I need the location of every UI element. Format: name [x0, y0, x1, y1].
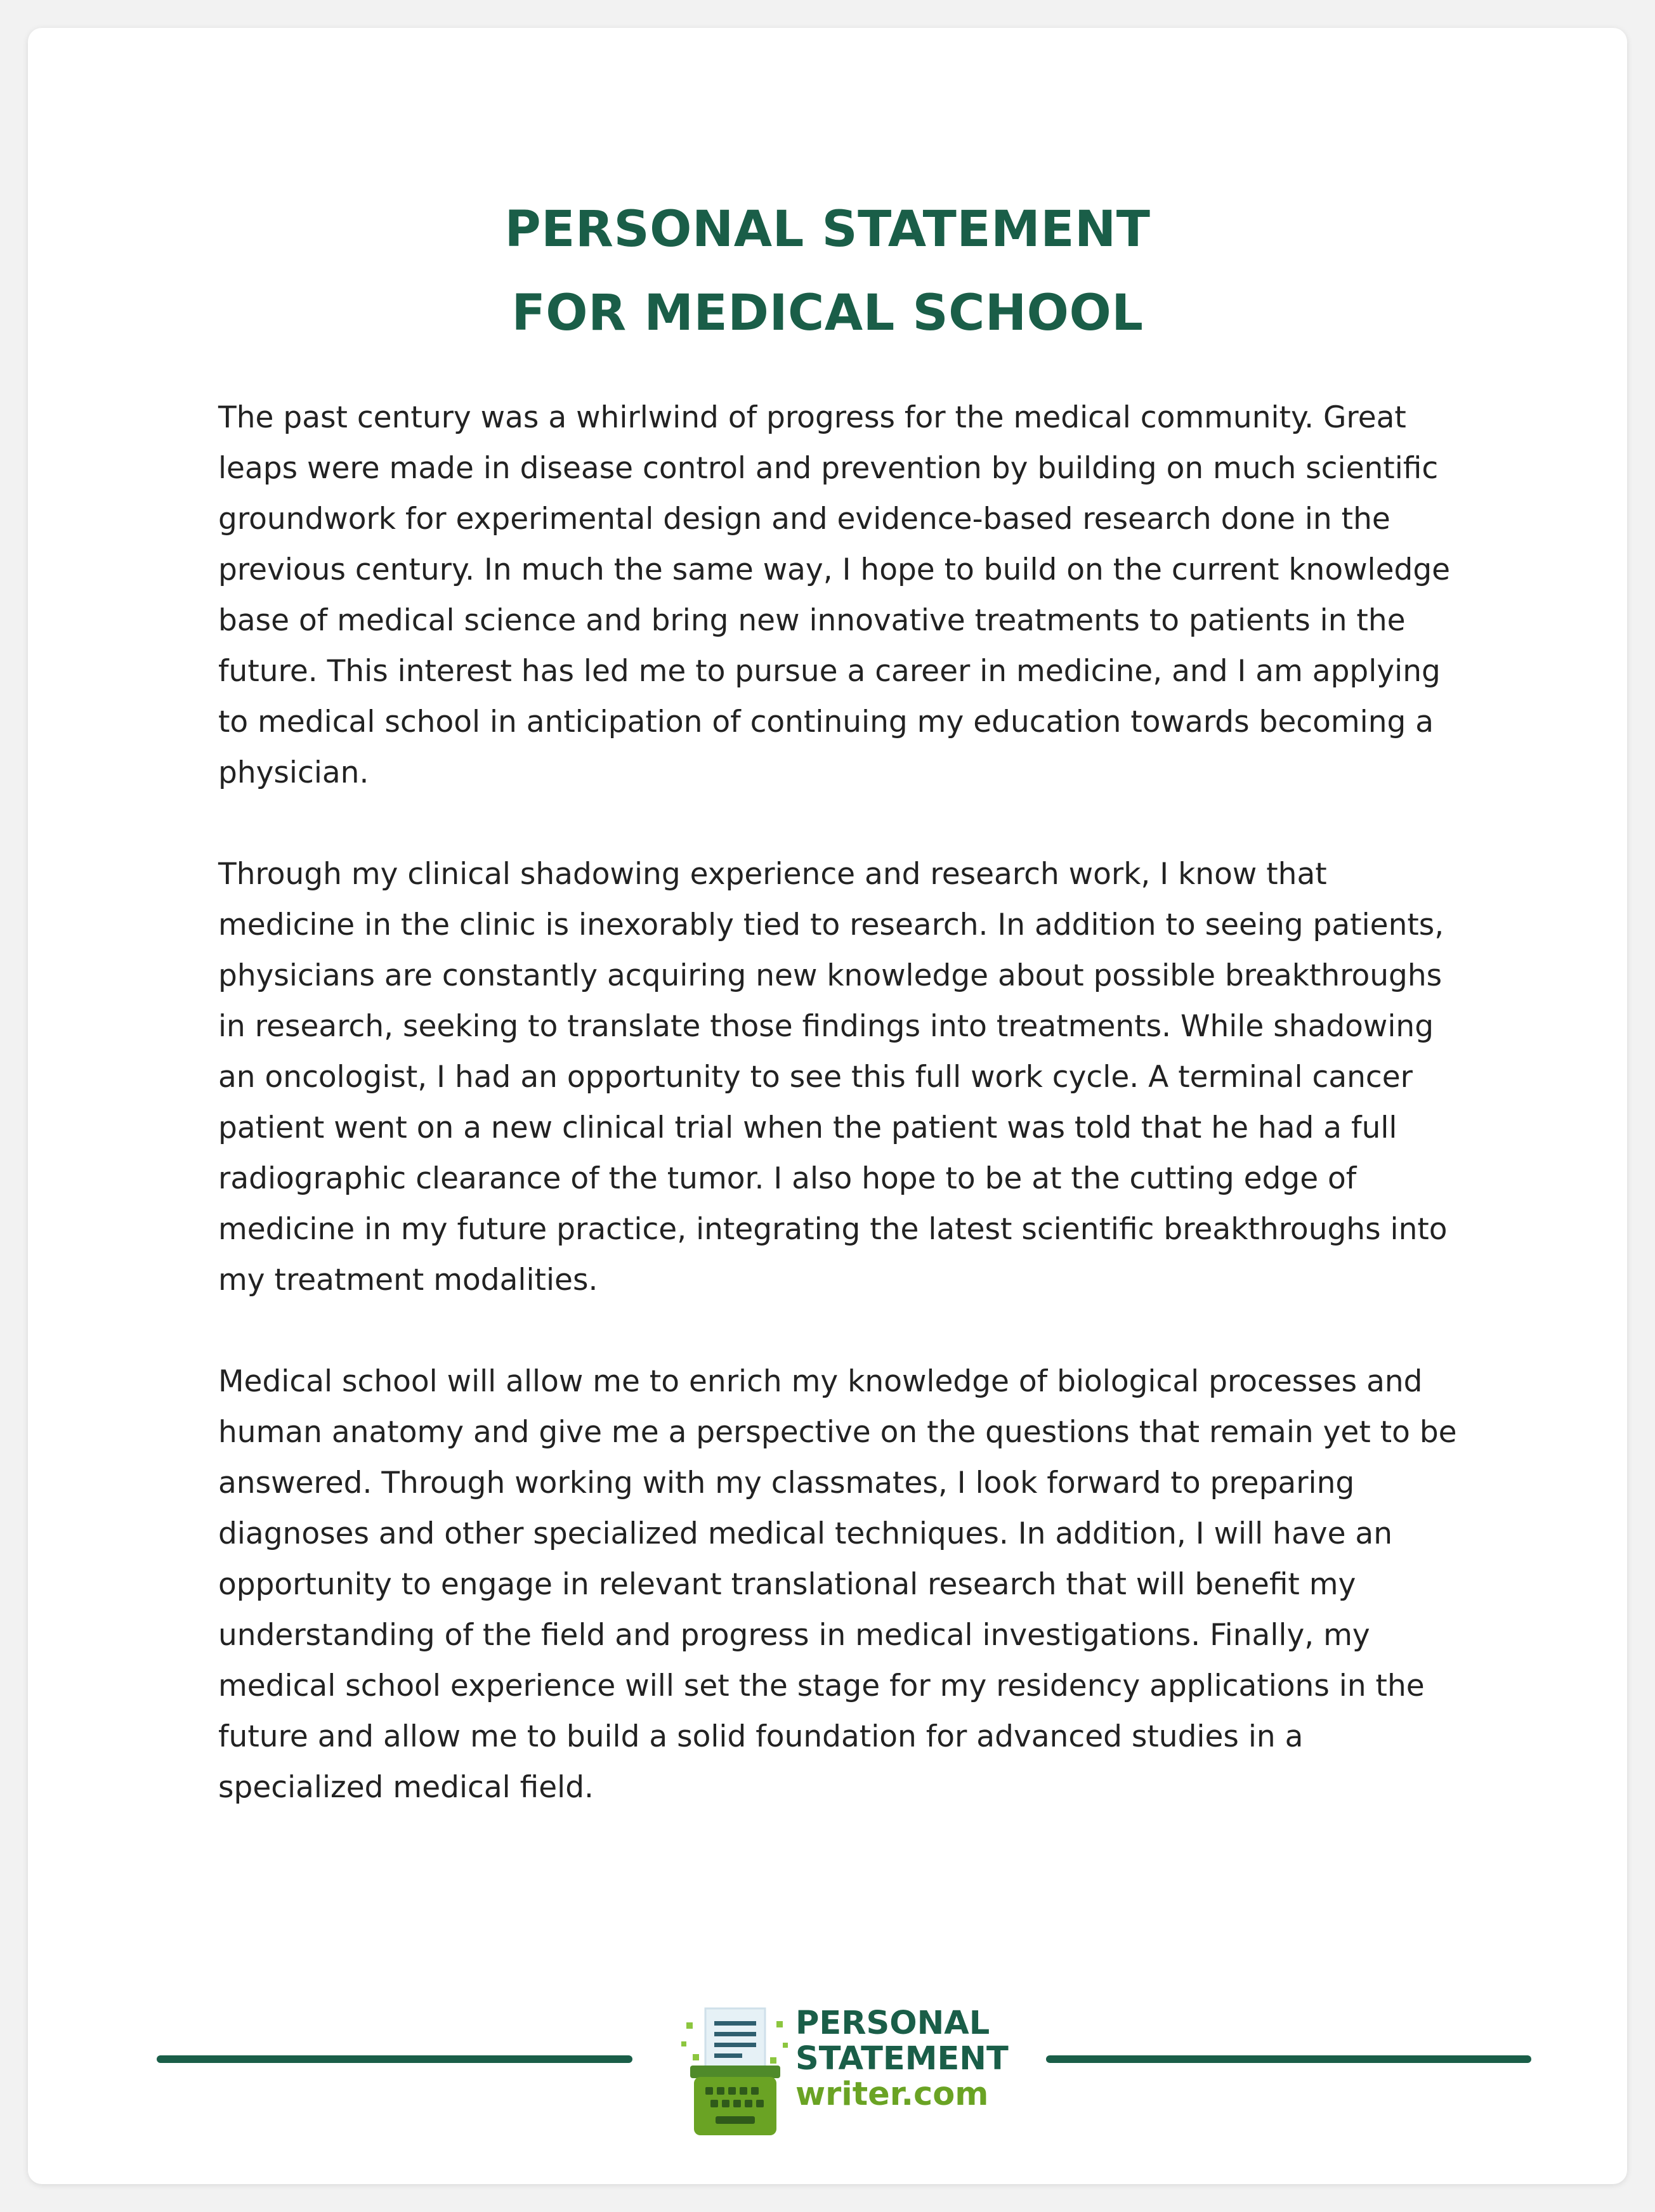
logo-wordmark — [795, 2006, 1009, 2112]
paragraph-2: Through my clinical shadowing experience and research work, I know that medicine in the clinic is inexorably tied to research. In addition to seeing patients, physicians are constantly acquiring new knowledge about possible breakthroughs in research, seeking to translate those findings into treatments. While shadowing an oncologist, I had an opportunity to see this full work cycle. A terminal cancer patient went on a new clinical trial when the patient was told that he had a full radiographic clearance of the tumor. I also hope to be at the cutting edge of medicine in my future practice, integrating the latest scientific breakthroughs into my treatment modalities. — [218, 857, 1448, 1298]
typewriter-icon — [681, 1997, 789, 2143]
title-line-2: FOR MEDICAL SCHOOL — [511, 285, 1144, 342]
logo-text-line-2: STATEMENT — [795, 2040, 1009, 2078]
page-title — [28, 188, 1627, 355]
paragraph-1: The past century was a whirlwind of progress for the medical community. Great leaps were made in disease control and prevention by building on much scientific groundwork for experimental design and evidence-based research done in the previous century. In much the same way, I hope to build on the current knowledge base of medical science and bring new innovative treatments to patients in the future. This interest has led me to pursue a career in medicine, and I am applying to medical school in anticipation of continuing my education towards becoming a physician. — [218, 400, 1451, 790]
footer-divider-left — [157, 2055, 632, 2063]
brand-logo — [681, 1997, 1024, 2143]
logo-text-line-1: PERSONAL — [795, 2005, 990, 2042]
document-page — [28, 28, 1627, 2184]
title-line-1: PERSONAL STATEMENT — [504, 201, 1151, 259]
statement-body — [218, 393, 1462, 1864]
paragraph-3: Medical school will allow me to enrich my knowledge of biological processes and human anatomy and give me a perspective on the questions that remain yet to be answered. Through working with my classmates, I look forward to preparing diagnoses and other specialized medical techniques. In addition, I will have an opportunity to engage in relevant translational research that will benefit my understanding of the field and progress in medical investigations. Finally, my medical school experience will set the stage for my residency applications in the future and allow me to build a solid foundation for advanced studies in a specialized medical field. — [218, 1364, 1457, 1805]
footer-divider-right — [1046, 2055, 1531, 2063]
logo-text-line-3: writer.com — [795, 2076, 989, 2113]
